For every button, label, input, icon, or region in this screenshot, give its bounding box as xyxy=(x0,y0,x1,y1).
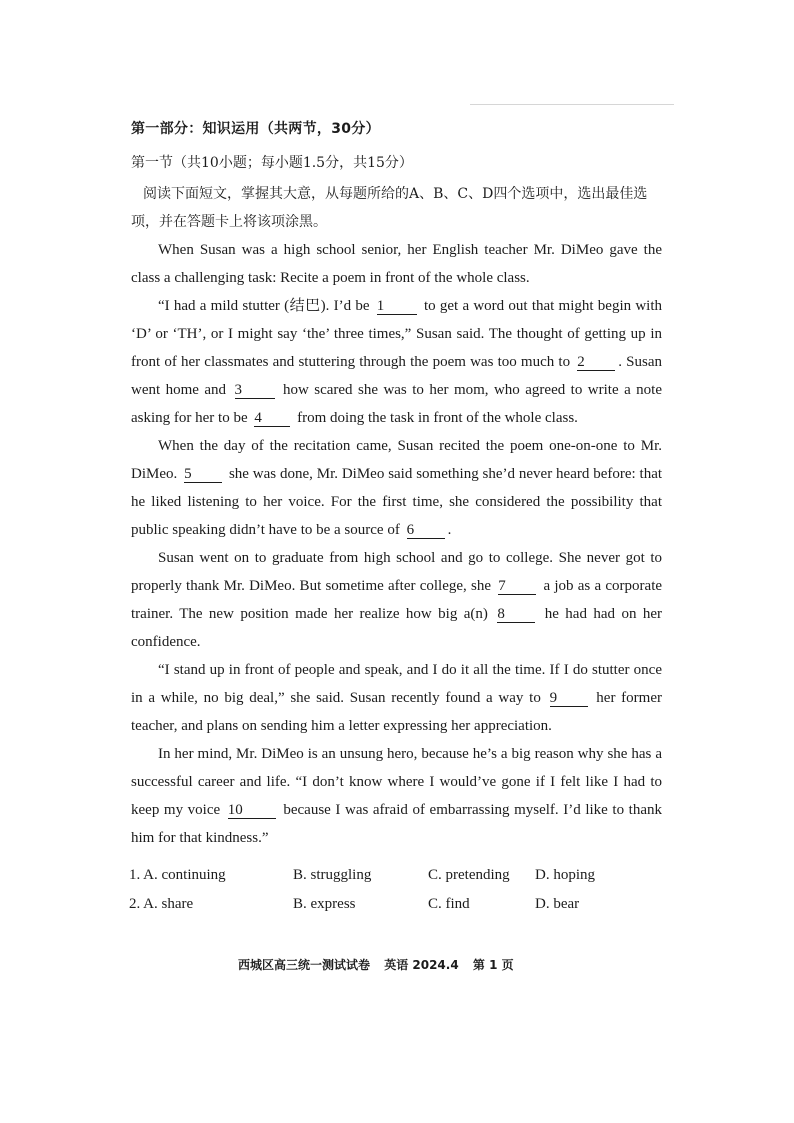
paragraph-2 xyxy=(131,292,662,432)
paragraph-4 xyxy=(131,544,662,656)
page-number: 第 1 页 xyxy=(472,958,514,972)
paragraph-text: a job as a corporate trainer. The new position made her realize how big a(n) xyxy=(131,578,663,622)
option-row-1 xyxy=(129,867,609,896)
option-row-2 xyxy=(129,896,609,925)
blank-9: 9 xyxy=(550,690,588,707)
option-c: C. pretending xyxy=(428,867,510,883)
blank-4: 4 xyxy=(254,410,290,427)
instructions: 阅读下面短文，掌握其大意，从每题所给的A、B、C、D四个选项中，选出最佳选项，并在答题卡上将该项涂黑。 xyxy=(131,186,648,230)
option-d: D. bear xyxy=(535,896,580,912)
paragraph-text: . Susan went home and xyxy=(131,354,663,398)
answer-options xyxy=(129,867,609,925)
paragraph-text: her former teacher, and plans on sending him a letter expressing her appreciation. xyxy=(131,690,662,734)
paragraph-1 xyxy=(131,236,662,292)
subject-date: 英语 2024.4 xyxy=(384,958,459,972)
paragraph-text: Susan went on to graduate from high school and go to college. She never got to properly thank Mr. DiMeo. But sometime after college, she xyxy=(131,550,662,594)
blank-3: 3 xyxy=(235,382,275,399)
paragraph-6 xyxy=(131,740,662,852)
blank-2: 2 xyxy=(577,354,615,371)
paragraph-text: how scared she was to her mom, who agreed to write a note asking for her to be xyxy=(131,382,663,426)
paragraph-text: he had had on her confidence. xyxy=(131,606,663,650)
reading-passage xyxy=(131,236,662,852)
paragraph-text: to get a word out that might begin with ‘D’ or ‘TH’, or I might say ‘the’ three times,” Susan said. The thought of getting up in front of her classmates and stuttering through the poem was too much to xyxy=(131,298,663,370)
page-footer xyxy=(238,956,524,973)
exam-name: 西城区高三统一测试试卷 xyxy=(238,958,371,972)
paragraph-text: . xyxy=(447,522,452,538)
paragraph-text: When Susan was a high school senior, her English teacher Mr. DiMeo gave the class a challenging task: Recite a poem in front of the whole class. xyxy=(131,242,662,286)
paragraph-5 xyxy=(131,656,662,740)
option-b: B. struggling xyxy=(293,867,372,883)
blank-10: 10 xyxy=(228,802,276,819)
paragraph-text: In her mind, Mr. DiMeo is an unsung hero, because he’s a big reason why she has a successful career and life. “I don’t know where I would’ve gone if I felt like I had to keep my voice xyxy=(131,746,662,818)
blank-7: 7 xyxy=(498,578,536,595)
subsection-title: 第一节（共10小题；每小题1.5分，共15分） xyxy=(131,155,413,171)
paragraph-text: because I was afraid of embarrassing myself. I’d like to thank him for that kindness.” xyxy=(131,802,663,846)
paragraph-text: “I stand up in front of people and speak, and I do it all the time. If I do stutter once in a while, no big deal,” she said. Susan recently found a way to xyxy=(131,662,662,706)
paragraph-text: When the day of the recitation came, Susan recited the poem one-on-one to Mr. DiMeo. xyxy=(131,438,662,482)
paragraph-text: from doing the task in front of the whole class. xyxy=(297,410,578,426)
option-a: 2. A. share xyxy=(129,896,194,912)
section-title: 第一部分：知识运用（共两节，30分） xyxy=(131,121,380,137)
blank-8: 8 xyxy=(497,606,535,623)
option-d: D. hoping xyxy=(535,867,595,883)
paragraph-text: she was done, Mr. DiMeo said something she’d never heard before: that he liked listening to her voice. For the first time, she considered the possibility that public speaking didn’t have to be a source of xyxy=(131,466,663,538)
option-b: B. express xyxy=(293,896,356,912)
paragraph-3 xyxy=(131,432,662,544)
option-a: 1. A. continuing xyxy=(129,867,226,883)
blank-1: 1 xyxy=(377,298,417,315)
paragraph-text: “I had a mild stutter (结巴). I’d be xyxy=(158,298,370,314)
top-divider xyxy=(470,104,674,105)
option-c: C. find xyxy=(428,896,470,912)
blank-6: 6 xyxy=(407,522,445,539)
blank-5: 5 xyxy=(184,466,222,483)
